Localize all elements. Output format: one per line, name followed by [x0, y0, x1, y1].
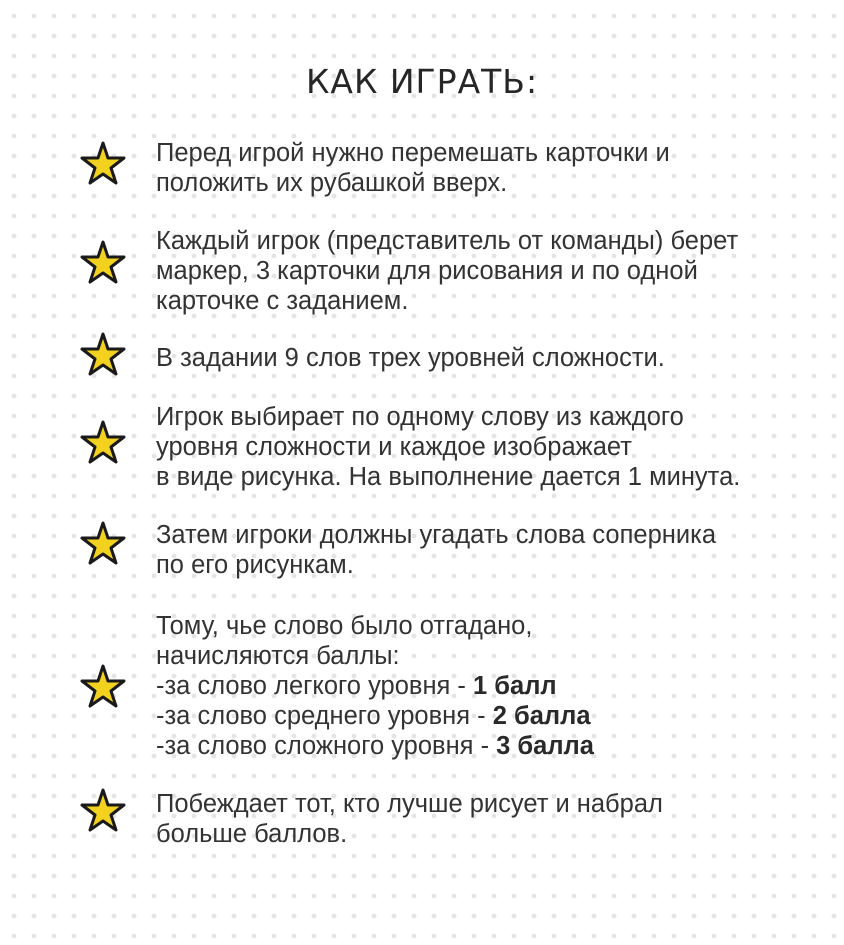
score-points: 1 балл: [473, 672, 557, 700]
star-icon: [80, 420, 126, 464]
rule-text-4: [156, 402, 826, 492]
score-text: -за слово среднего уровня -: [156, 702, 493, 730]
score-text: -за слово сложного уровня -: [156, 732, 497, 760]
rule-line: уровня сложности и каждое изображает: [156, 433, 632, 461]
rule-line: карточке с заданием.: [156, 287, 409, 315]
rule-text-1: [156, 138, 826, 198]
rule-line: Побеждает тот, кто лучше рисует и набрал: [156, 790, 663, 818]
score-text: -за слово легкого уровня -: [156, 672, 473, 700]
rule-line: по его рисункам.: [156, 551, 354, 579]
rule-line: положить их рубашкой вверх.: [156, 169, 508, 197]
rule-line: Затем игроки должны угадать слова соперника: [156, 521, 717, 549]
rule-text-6: [156, 611, 826, 761]
score-line: [156, 701, 826, 731]
rule-line: больше баллов.: [156, 820, 348, 848]
rule-line: в виде рисунка. На выполнение дается 1 минута.: [156, 463, 741, 491]
rule-line: В задании 9 слов трех уровней сложности.: [156, 344, 665, 372]
rule-text-7: [156, 789, 826, 849]
rule-line: Каждый игрок (представитель от команды) берет: [156, 227, 739, 255]
score-line: [156, 731, 826, 761]
score-points: 2 балла: [492, 702, 591, 730]
star-icon: [80, 332, 126, 376]
star-icon: [80, 788, 126, 832]
rule-line: Перед игрой нужно перемешать карточки и: [156, 139, 670, 167]
star-icon: [80, 664, 126, 708]
rule-line: Тому, чье слово было отгадано,: [156, 612, 533, 640]
score-line: [156, 671, 826, 701]
rule-text-2: [156, 226, 826, 316]
score-points: 3 балла: [496, 732, 594, 760]
rule-text-5: [156, 520, 826, 580]
rule-line: маркер, 3 карточки для рисования и по одной: [156, 257, 698, 285]
rule-text-3: [156, 343, 826, 373]
star-icon: [80, 521, 126, 565]
rule-line: начисляются баллы:: [156, 642, 400, 670]
page-title: КАК ИГРАТЬ:: [305, 62, 539, 101]
rule-line: Игрок выбирает по одному слову из каждого: [156, 403, 684, 431]
star-icon: [80, 240, 126, 284]
star-icon: [80, 141, 126, 185]
